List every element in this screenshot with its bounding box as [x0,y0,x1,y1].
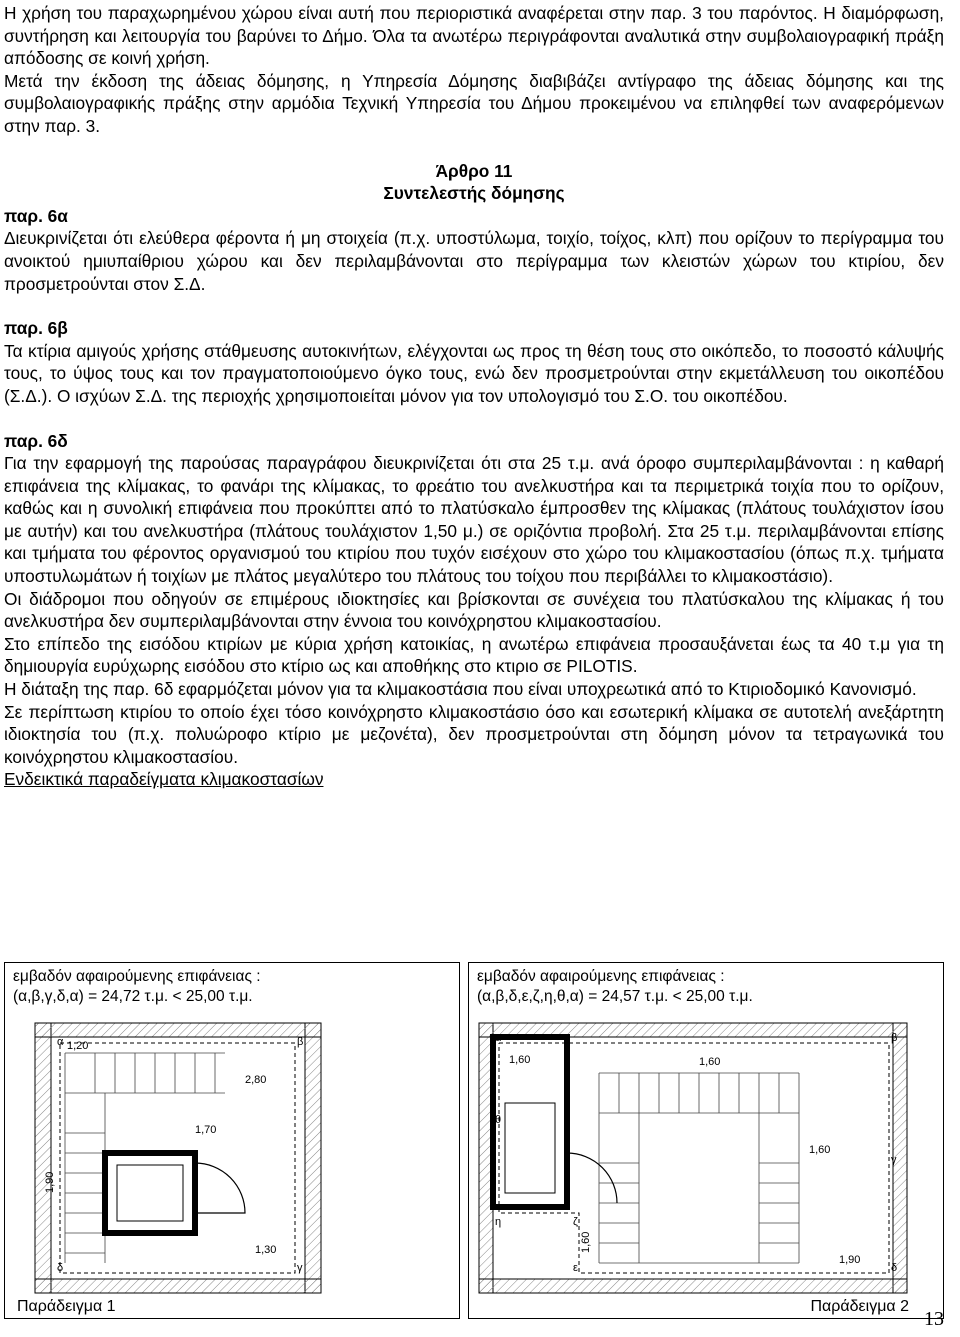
dim-3: 1,70 [195,1124,217,1136]
par-6b-text: Τα κτίρια αμιγούς χρήσης στάθμευσης αυτοκινήτων, ελέγχονται ως προς τη θέση τους στο οικόπεδο, το ποσοστό κάλυψής τους, το ύψος τους και τον πραγματοποιούμενο όγκο τους, ενώ δεν προσμετρούνται στην εκμετάλλευση του οικοπέδου (Σ.Δ.). Ο ισχύων Σ.Δ. της περιοχής χρησιμοποιείται μόνον για τον υπολογισμό του Σ.Ο. του οικοπέδου. [4,340,944,406]
dim-1: 1,20 [67,1040,89,1052]
dim-4: 1,60 [580,1231,592,1253]
dim-2: 1,60 [699,1056,721,1068]
figure-example-1 [4,962,460,1319]
dim-2: 2,80 [245,1074,267,1086]
par-6a-text: Διευκρινίζεται ότι ελεύθερα φέροντα ή μη στοιχεία (π.χ. υποστύλωμα, τοιχίο, τοίχος, κλπ) που ορίζουν το περίγραμμα του ανοικτού ημιυπαίθριου χώρου και δεν περιλαμβάνονται στο περίγραμμα των κλειστών χώρων του κτιρίου, δεν προσμετρούνται στον Σ.Δ. [4,228,944,294]
svg-text:θ: θ [495,1114,502,1126]
par-6d-paragraph-1: Για την εφαρμογή της παρούσας παραγράφου διευκρινίζεται ότι στα 25 τ.μ. ανά όροφο συμπεριλαμβάνονται : η καθαρή επιφάνεια της κλίμακας, το φανάρι της κλίμακας, το φρεάτιο του ανελκυστήρα και τα περιμετρικά τοιχία που το ορίζουν, καθώς και η συνολική επιφάνεια που προκύπτει από το πλατύσκαλο έμπροσθεν της κλίμακας (πλάτους τουλάχιστον ίσου με αυτήν) και του ανελκυστήρα (πλάτους τουλάχιστον 1,50 μ.) σε οριζόντια προβολή. Στα 25 τ.μ. περιλαμβάνονται επίσης και τμήματα του φέροντος οργανισμού του κτιρίου που τυχόν εισέχουν στο χώρο του κλιμακοστασίου (όπως π.χ. τμήματα υποστυλωμάτων ή τοιχίων με πλάτος μεγαλύτερο του πλάτους του τοίχου που περιβάλλει το κλιμακοστάσιο). [4,453,944,587]
dim-5: 1,90 [839,1254,861,1266]
article-title: Συντελεστής δόμησης [383,183,565,204]
figure-example-2 [468,962,944,1319]
svg-text:α: α [57,1036,64,1048]
svg-text:δ: δ [891,1262,898,1274]
dim-5: 1,30 [255,1244,277,1256]
page-number: 13 [924,1308,944,1330]
par-6d-heading: παρ. 6δ [4,430,68,451]
svg-text:α: α [495,1032,502,1044]
par-6d-paragraph-4: Η διάταξη της παρ. 6δ εφαρμόζεται μόνον για τα κλιμακοστάσια που είναι υποχρεωτικά από το Κτιριοδομικό Κανονισμό. [4,679,917,700]
par-6a-heading: παρ. 6α [4,205,68,226]
figure-1-caption: Παράδειγμα 1 [13,1298,120,1316]
paragraph-top-2: Μετά την έκδοση της άδειας δόμησης, η Υπηρεσία Δόμησης διαβιβάζει αντίγραφο της άδειας δόμησης και της συμβολαιογραφικής πράξης στην αρμόδια Τεχνική Υπηρεσία του Δήμου προκειμένου να επιληφθεί των αναφερόμενων στην παρ. 3. [4,70,944,136]
paragraph-top-1: Η χρήση του παραχωρημένου χώρου είναι αυτή που περιοριστικά αναφέρεται στην παρ. 3 του παρόντος. Η διαμόρφωση, συντήρηση και λειτουργία του βαρύνει το Δήμο. Όλα τα ανωτέρω περιγράφονται αναλυτικά στην συμβολαιογραφική πράξη απόδοσης σε κοινή χρήση. [4,3,944,69]
par-6d-paragraph-5: Σε περίπτωση κτιρίου το οποίο έχει τόσο κοινόχρηστο κλιμακοστάσιο όσο και εσωτερική κλίμακα σε αυτοτελή ανεξάρτητη ιδιοκτησία του (π.χ. πολυώροφο κτίριο με μεζονέτα), δεν προσμετρούνται στη δόμηση μόνον τα τετραγωνικά του κοινόχρηστου κλιμακοστασίου. [4,701,944,767]
svg-text:η: η [495,1216,502,1228]
par-6d-paragraph-3: Στο επίπεδο της εισόδου κτιρίων με κύρια χρήση κατοικίας, η ανωτέρω επιφάνεια προσαυξάνεται έως τα 40 τ.μ για τη δημιουργία ευρύχωρης εισόδου στο κτίριο ως και αποθήκης στο κτιριο σε PILOTIS. [4,633,944,677]
par-6d-paragraph-2: Οι διάδρομοι που οδηγούν σε επιμέρους ιδιοκτησίες και βρίσκονται σε συνέχεια του πλατύσκαλου της κλίμακας ή του ανελκυστήρα δεν συμπεριλαμβάνονται στην έννοια του κοινόχρηστου κλιμακοστασίου. [4,588,944,632]
text-body [4,2,944,791]
staircase-plan-2 [469,963,943,1318]
article-number: Άρθρο 11 [435,160,513,181]
svg-text:δ: δ [57,1262,64,1274]
svg-text:β: β [297,1036,304,1048]
dim-3: 1,60 [809,1144,831,1156]
figure-1-label: εμβαδόν αφαιρούμενης επιφάνειας : (α,β,γ,δ,α) = 24,72 τ.μ. < 25,00 τ.μ. [13,967,267,1007]
dim-4: 1,90 [44,1171,56,1193]
examples-heading: Ενδεικτικά παραδείγματα κλιμακοστασίων [4,769,324,790]
svg-text:ε: ε [573,1262,578,1274]
svg-text:γ: γ [891,1154,897,1166]
svg-text:β: β [891,1032,898,1044]
par-6b-heading: παρ. 6β [4,318,68,339]
figure-2-label: εμβαδόν αφαιρούμενης επιφάνειας : (α,β,δ,ε,ζ,η,θ,α) = 24,57 τ.μ. < 25,00 τ.μ. [477,967,759,1007]
figure-2-caption: Παράδειγμα 2 [806,1298,913,1316]
staircase-plan-1 [5,963,459,1318]
svg-text:ζ: ζ [573,1216,578,1228]
dim-1: 1,60 [509,1054,531,1066]
svg-text:γ: γ [297,1262,303,1274]
